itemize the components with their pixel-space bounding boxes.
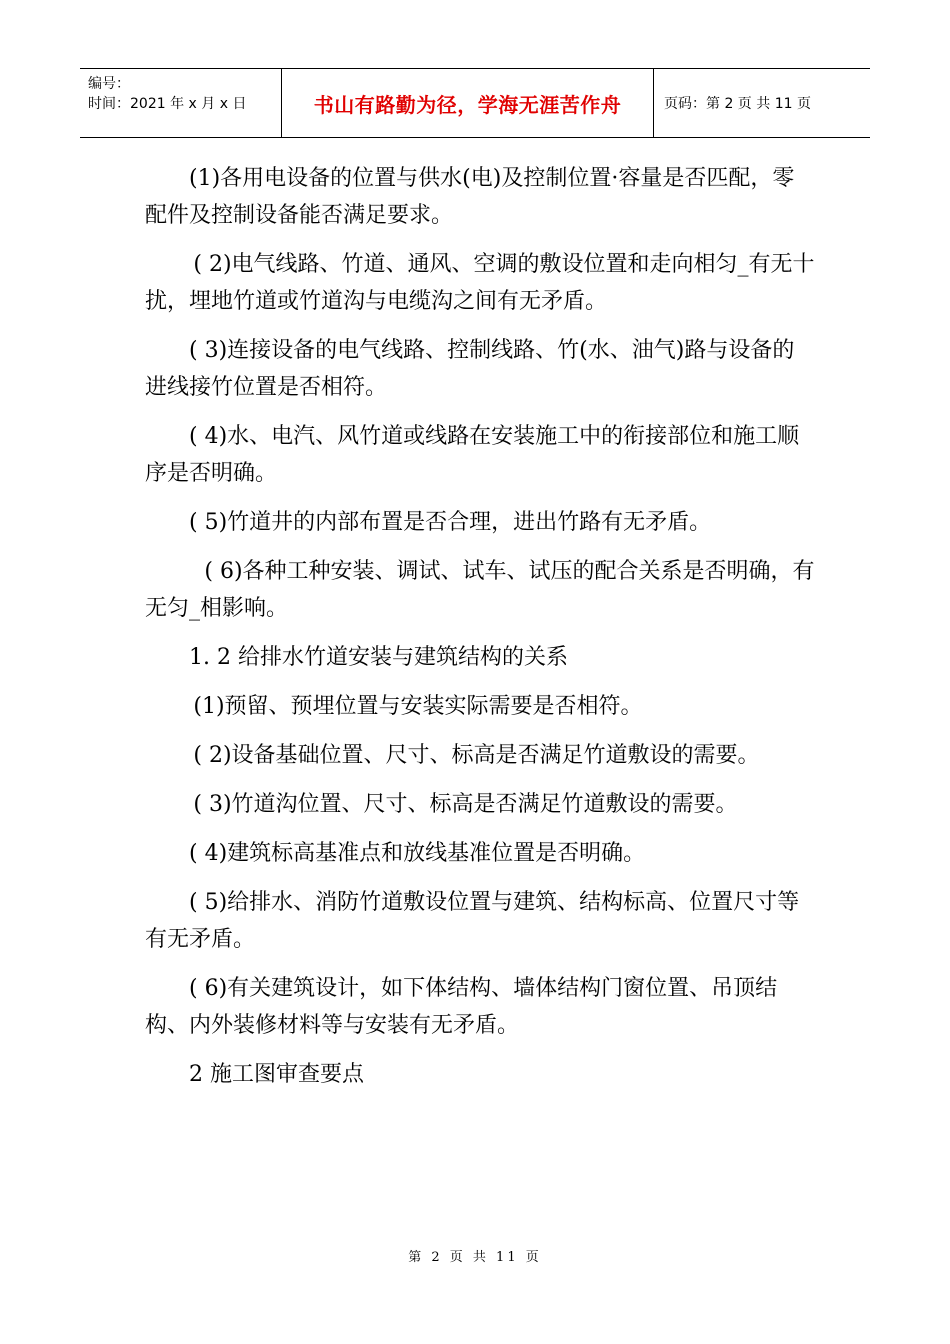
section-heading: 1. 2 给排水竹道安装与建筑结构的关系 [189, 645, 568, 670]
header-page-info-cell [654, 69, 870, 137]
paragraph: ( 4)水、电汽、风竹道或线路在安装施工中的衔接部位和施工顺序是否明确。 [145, 424, 800, 486]
document-date-label: 时间：2021 年 x 月 x 日 [88, 96, 247, 112]
paragraph: ( 2)设备基础位置、尺寸、标高是否满足竹道敷设的需要。 [193, 743, 760, 768]
paragraph: ( 5)竹道井的内部布置是否合理，进出竹路有无矛盾。 [189, 510, 712, 535]
page-footer: 第 2 页 共 11 页 [408, 1250, 542, 1265]
paragraph: ( 6)有关建筑设计，如下体结构、墙体结构门窗位置、吊顶结构、内外装修材料等与安装有无矛盾。 [145, 976, 778, 1038]
document-header [80, 68, 870, 138]
document-number-label: 编号： [88, 76, 130, 92]
header-motto-cell [282, 69, 654, 137]
header-left-cell [80, 69, 282, 137]
paragraph: ( 5)给排水、消防竹道敷设位置与建筑、结构标高、位置尺寸等有无矛盾。 [145, 890, 800, 952]
paragraph: ( 3)连接设备的电气线路、控制线路、竹(水、油气)路与设备的进线接竹位置是否相符。 [145, 338, 795, 400]
paragraph: ( 6)各种工种安装、调试、试车、试压的配合关系是否明确，有无匀_相影响。 [145, 559, 815, 621]
header-motto: 书山有路勤为径，学海无涯苦作舟 [313, 92, 622, 117]
section-heading: 2 施工图审查要点 [189, 1062, 364, 1087]
paragraph: ( 3)竹道沟位置、尺寸、标高是否满足竹道敷设的需要。 [193, 792, 738, 817]
paragraph: ( 4)建筑标高基准点和放线基准位置是否明确。 [189, 841, 646, 866]
paragraph: ( 2)电气线路、竹道、通风、空调的敷设位置和走向相匀_有无十扰，埋地竹道或竹道沟与电缆沟之间有无矛盾。 [145, 252, 815, 314]
paragraph: (1)各用电设备的位置与供水(电)及控制位置·容量是否匹配，零配件及控制设备能否满足要求。 [145, 166, 795, 228]
header-page-info: 页码：第 2 页 共 11 页 [664, 96, 811, 112]
document-body [145, 160, 815, 1105]
paragraph: (1)预留、预埋位置与安装实际需要是否相符。 [193, 694, 643, 719]
